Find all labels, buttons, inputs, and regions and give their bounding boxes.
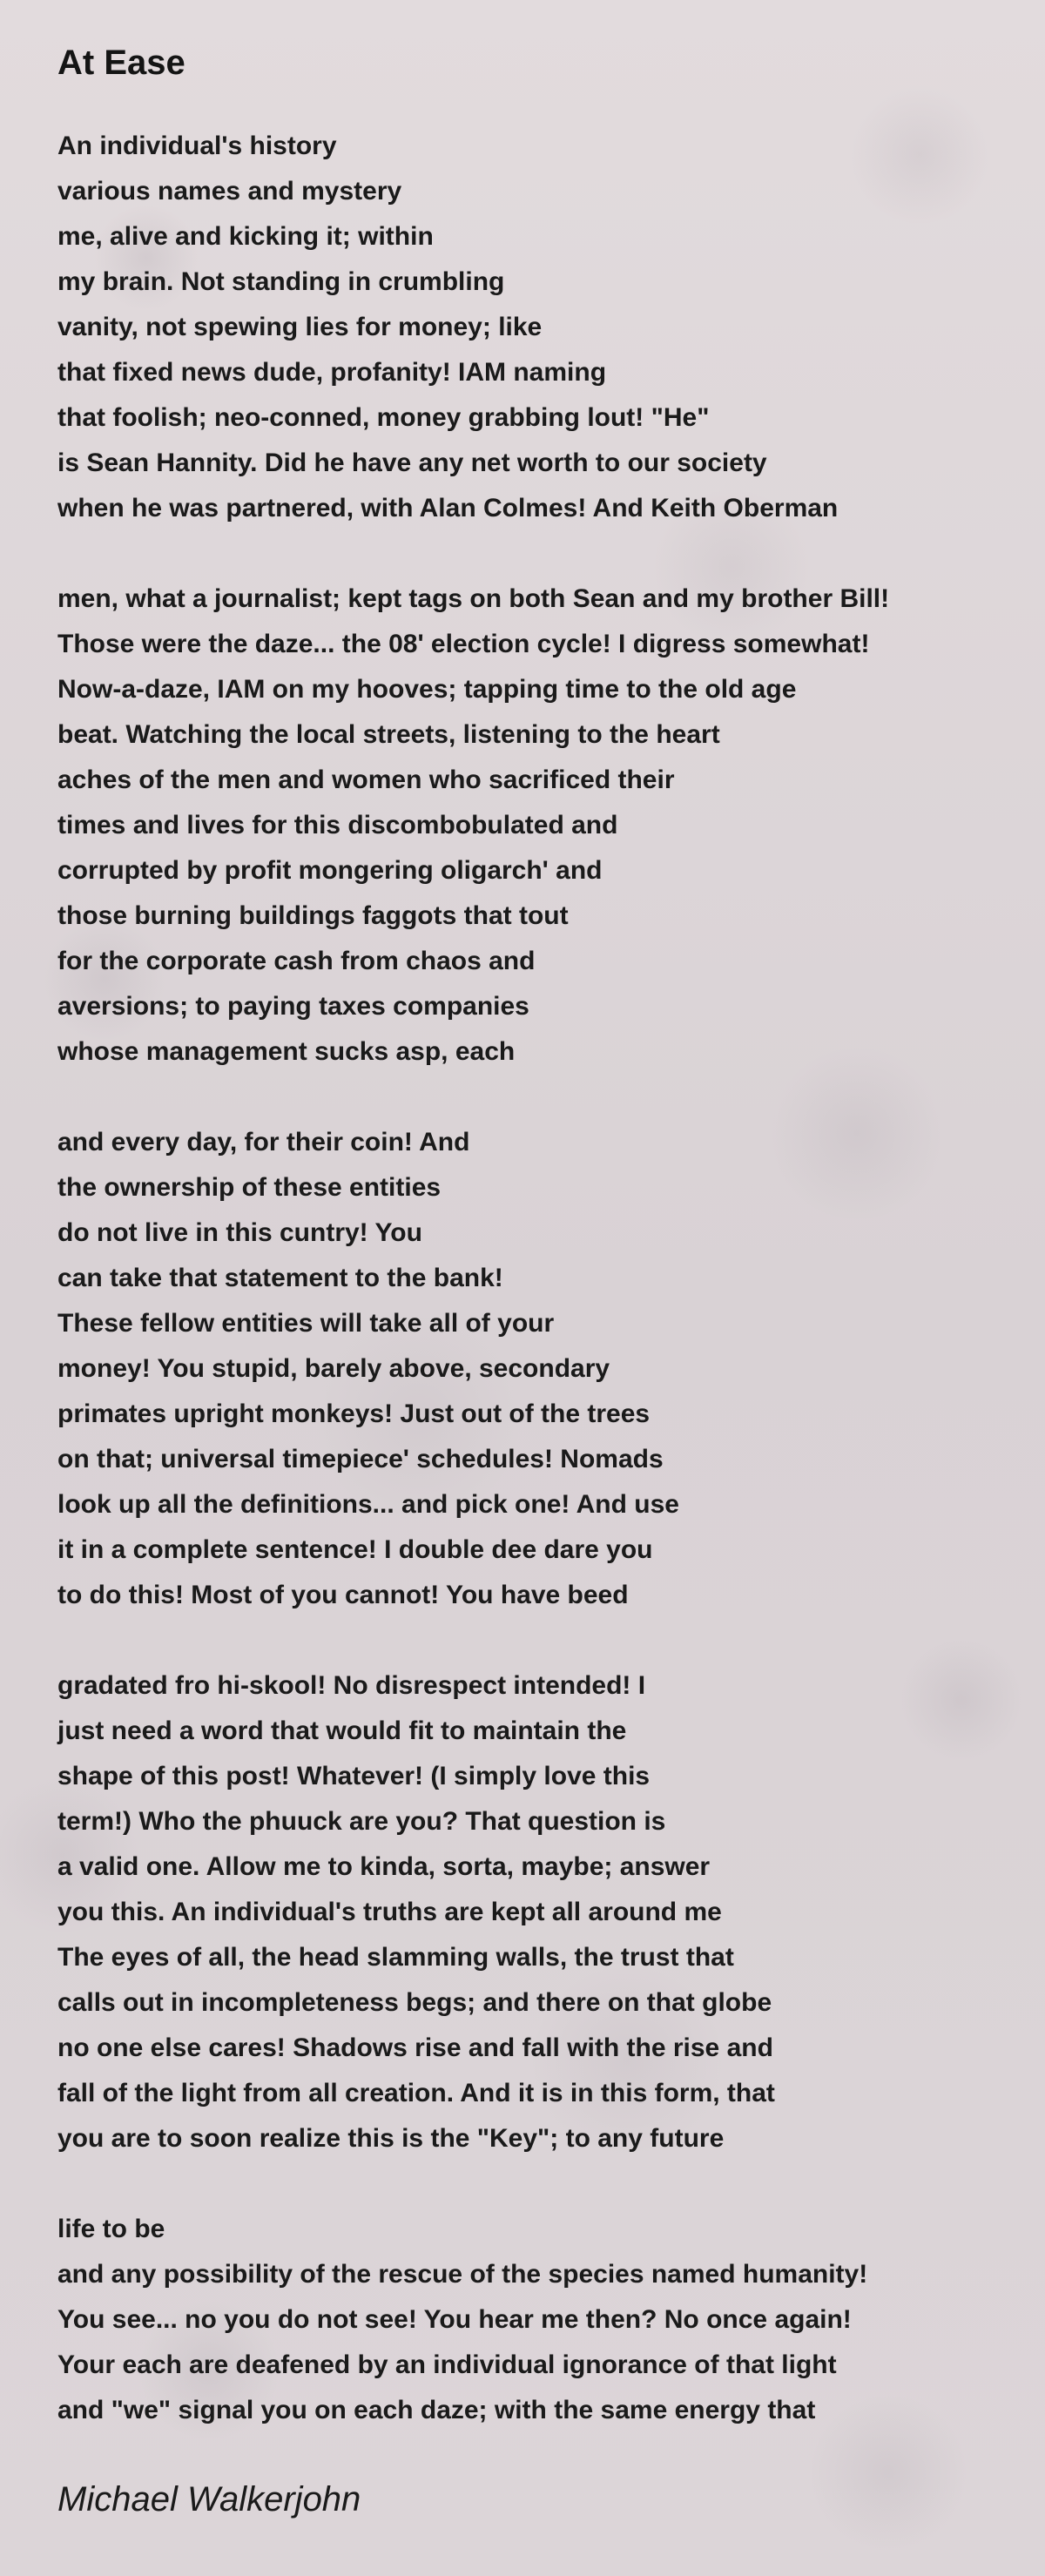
poem-line: times and lives for this discombobulated and (57, 811, 618, 840)
poem-line: and any possibility of the rescue of the species named humanity! (57, 2260, 868, 2289)
poem-line: beat. Watching the local streets, listening to the heart (57, 720, 720, 749)
poem-line: when he was partnered, with Alan Colmes! And Keith Oberman (57, 494, 839, 523)
poem-line: corrupted by profit mongering oligarch' and (57, 856, 603, 885)
poem-line: you this. An individual's truths are kept all around me (57, 1898, 722, 1926)
poem-line: that foolish; neo-conned, money grabbing lout! "He" (57, 403, 710, 432)
stanza-4 (57, 1663, 1015, 2161)
poem-line: my brain. Not standing in crumbling (57, 267, 505, 296)
poem-line: and "we" signal you on each daze; with the same energy that (57, 2396, 816, 2424)
poem-line: on that; universal timepiece' schedules! Nomads (57, 1445, 664, 1473)
poem-line: for the corporate cash from chaos and (57, 947, 536, 975)
author-name: Michael Walkerjohn (57, 2480, 361, 2519)
poem-line: life to be (57, 2215, 165, 2243)
poem-line: a valid one. Allow me to kinda, sorta, maybe; answer (57, 1852, 711, 1881)
poem-line: fall of the light from all creation. And it is in this form, that (57, 2079, 775, 2107)
poem-line: you are to soon realize this is the "Key"; to any future (57, 2124, 725, 2153)
poem-line: The eyes of all, the head slamming walls, the trust that (57, 1943, 734, 1972)
poem-line: do not live in this cuntry! You (57, 1218, 422, 1247)
poem-line: it in a complete sentence! I double dee dare you (57, 1535, 653, 1564)
poem-line: Those were the daze... the 08' election cycle! I digress somewhat! (57, 630, 870, 658)
poem-line: is Sean Hannity. Did he have any net worth to our society (57, 448, 767, 477)
poem-line: primates upright monkeys! Just out of the trees (57, 1399, 651, 1428)
poem-line: and every day, for their coin! And (57, 1128, 470, 1157)
stanza-5 (57, 2207, 1015, 2433)
poem-line: calls out in incompleteness begs; and there on that globe (57, 1988, 772, 2017)
poem-line: whose management sucks asp, each (57, 1037, 516, 1066)
stanza-1 (57, 124, 1015, 531)
poem-line: gradated fro hi-skool! No disrespect intended! I (57, 1671, 646, 1700)
poem-line: Your each are deafened by an individual ignorance of that light (57, 2350, 837, 2379)
poem-line: term!) Who the phuuck are you? That question is (57, 1807, 666, 1836)
poem-line: the ownership of these entities (57, 1173, 442, 1202)
poem-line: that fixed news dude, profanity! IAM naming (57, 358, 607, 387)
poem-line: money! You stupid, barely above, secondary (57, 1354, 610, 1383)
poem-line: look up all the definitions... and pick one! And use (57, 1490, 679, 1519)
poem-line: An individual's history (57, 131, 337, 160)
poem-line: shape of this post! Whatever! (I simply love this (57, 1762, 651, 1790)
poem-line: various names and mystery (57, 177, 402, 206)
poem-page (57, 42, 1015, 2520)
stanza-2 (57, 577, 1015, 1075)
poem-line: can take that statement to the bank! (57, 1264, 503, 1292)
poem-line: just need a word that would fit to maintain the (57, 1716, 627, 1745)
poem-line: These fellow entities will take all of your (57, 1309, 555, 1338)
poem-line: me, alive and kicking it; within (57, 222, 434, 251)
poem-line: to do this! Most of you cannot! You have beed (57, 1581, 629, 1609)
poem-line: vanity, not spewing lies for money; like (57, 313, 543, 341)
poem-line: no one else cares! Shadows rise and fall with the rise and (57, 2033, 773, 2062)
poem-line: those burning buildings faggots that tout (57, 901, 569, 930)
poem-line: men, what a journalist; kept tags on both Sean and my brother Bill! (57, 584, 890, 613)
poem-line: aversions; to paying taxes companies (57, 992, 529, 1021)
stanza-3 (57, 1120, 1015, 1618)
poem-title: At Ease (57, 44, 185, 82)
poem-line: aches of the men and women who sacrificed their (57, 765, 675, 794)
poem-line: You see... no you do not see! You hear me then? No once again! (57, 2305, 852, 2334)
poem-line: Now-a-daze, IAM on my hooves; tapping time to the old age (57, 675, 797, 704)
